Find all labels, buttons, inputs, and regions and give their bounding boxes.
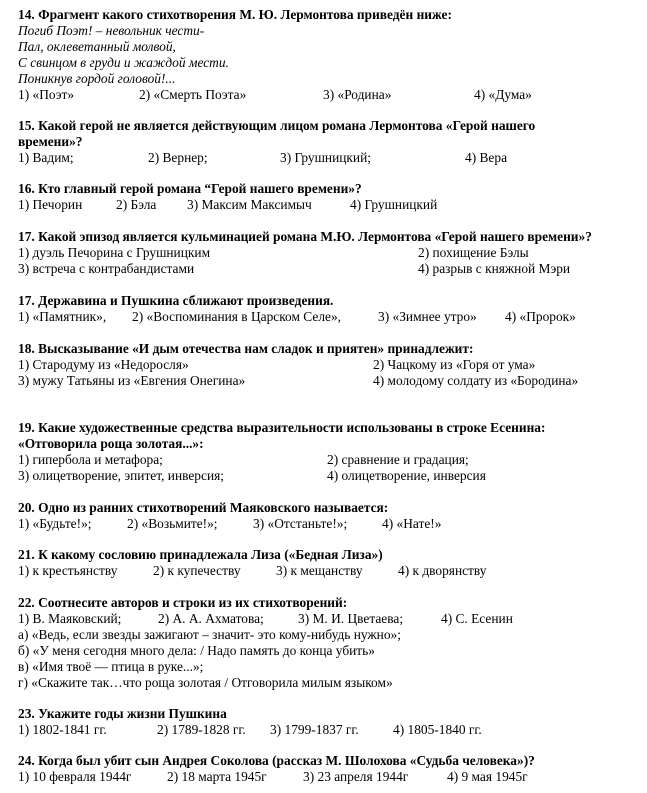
question-23-title: 23. Укажите годы жизни Пушкина bbox=[18, 706, 227, 721]
option: 1) к крестьянству bbox=[18, 563, 118, 578]
option: 3) олицетворение, эпитет, инверсия; bbox=[18, 468, 224, 483]
option: 1) 10 февраля 1944г bbox=[18, 769, 132, 784]
author-option: 3) М. И. Цветаева; bbox=[298, 611, 404, 626]
option: 2) «Возьмите!»; bbox=[127, 516, 218, 531]
option: 2) Чацкому из «Горя от ума» bbox=[373, 357, 536, 372]
option: 1) Стародуму из «Недоросля» bbox=[18, 357, 189, 372]
question-21-options bbox=[0, 563, 647, 579]
option: 1) «Будьте!»; bbox=[18, 516, 92, 531]
option: 2) Бэла bbox=[116, 197, 157, 212]
question-17a-title: 17. Какой эпизод является кульминацией романа М.Ю. Лермонтова «Герой нашего времени»? bbox=[18, 229, 592, 244]
poem-quote-a: а) «Ведь, если звезды зажигают – значит- это кому-нибудь нужно»; bbox=[18, 627, 401, 642]
option: 3) 23 апреля 1944г bbox=[303, 769, 409, 784]
option: 4) Вера bbox=[465, 150, 508, 165]
option: 3) «Зимнее утро» bbox=[378, 309, 477, 324]
question-17a-options bbox=[0, 245, 647, 277]
question-20-options bbox=[0, 516, 647, 532]
option: 4) 9 мая 1945г bbox=[447, 769, 528, 784]
option: 4) Грушницкий bbox=[350, 197, 438, 212]
option: 2) похищение Бэлы bbox=[418, 245, 529, 260]
option: 3) Максим Максимыч bbox=[187, 197, 312, 212]
question-20-title: 20. Одно из ранних стихотворений Маяковского называется: bbox=[18, 500, 389, 515]
option: 4) 1805-1840 гг. bbox=[393, 722, 482, 737]
question-21-title: 21. К какому сословию принадлежала Лиза («Бедная Лиза») bbox=[18, 547, 383, 562]
option: 4) «Дума» bbox=[474, 87, 532, 102]
poem-line-4: Поникнув гордой головой!... bbox=[18, 71, 176, 86]
option: 3) мужу Татьяны из «Евгения Онегина» bbox=[18, 373, 246, 388]
option: 2) 1789-1828 гг. bbox=[157, 722, 246, 737]
option: 4) олицетворение, инверсия bbox=[327, 468, 486, 483]
option: 1) гипербола и метафора; bbox=[18, 452, 163, 467]
question-18-title: 18. Высказывание «И дым отечества нам сладок и приятен» принадлежит: bbox=[18, 341, 474, 356]
option: 4) «Нате!» bbox=[382, 516, 442, 531]
author-option: 4) С. Есенин bbox=[441, 611, 513, 626]
author-option: 2) А. А. Ахматова; bbox=[158, 611, 264, 626]
poem-line-1: Погиб Поэт! – невольник чести- bbox=[18, 23, 205, 38]
option: 1) «Поэт» bbox=[18, 87, 75, 102]
question-22-authors bbox=[0, 611, 647, 627]
option: 3) встреча с контрабандистами bbox=[18, 261, 195, 276]
author-option: 1) В. Маяковский; bbox=[18, 611, 122, 626]
question-15-title-cont: времени»? bbox=[18, 134, 83, 149]
question-17b-title: 17. Державина и Пушкина сближают произведения. bbox=[18, 293, 334, 308]
option: 2) сравнение и градация; bbox=[327, 452, 469, 467]
question-15-title: 15. Какой герой не является действующим лицом романа Лермонтова «Герой нашего bbox=[18, 118, 536, 133]
question-19-options bbox=[0, 452, 647, 484]
option: 4) молодому солдату из «Бородина» bbox=[373, 373, 579, 388]
option: 4) разрыв с княжной Мэри bbox=[418, 261, 571, 276]
question-24-title: 24. Когда был убит сын Андрея Соколова (рассказ М. Шолохова «Судьба человека»)? bbox=[18, 753, 535, 768]
question-23-options bbox=[0, 722, 647, 738]
question-15-options bbox=[0, 150, 647, 166]
option: 3) «Родина» bbox=[323, 87, 392, 102]
poem-quote-c: в) «Имя твоё — птица в руке...»; bbox=[18, 659, 204, 674]
option: 2) «Воспоминания в Царском Селе», bbox=[132, 309, 342, 324]
question-18-options bbox=[0, 357, 647, 389]
option: 1) дуэль Печорина с Грушницким bbox=[18, 245, 211, 260]
poem-line-2: Пал, оклеветанный молвой, bbox=[18, 39, 176, 54]
option: 1) «Памятник», bbox=[18, 309, 107, 324]
question-17b-options bbox=[0, 309, 647, 325]
question-19-title-cont: «Отговорила роща золотая...»: bbox=[18, 436, 204, 451]
option: 4) «Пророк» bbox=[505, 309, 576, 324]
option: 3) 1799-1837 гг. bbox=[270, 722, 359, 737]
option: 1) Печорин bbox=[18, 197, 83, 212]
option: 1) 1802-1841 гг. bbox=[18, 722, 107, 737]
poem-quote-d: г) «Скажите так…что роща золотая / Отговорила милым языком» bbox=[18, 675, 393, 690]
question-14-options bbox=[0, 87, 647, 103]
question-16-options bbox=[0, 197, 647, 213]
option: 2) Вернер; bbox=[148, 150, 208, 165]
option: 2) «Смерть Поэта» bbox=[139, 87, 247, 102]
poem-line-3: С свинцом в груди и жаждой мести. bbox=[18, 55, 229, 70]
option: 3) Грушницкий; bbox=[280, 150, 371, 165]
question-19-title: 19. Какие художественные средства выразительности использованы в строке Есенина: bbox=[18, 420, 546, 435]
question-24-options bbox=[0, 769, 647, 785]
option: 3) «Отстаньте!»; bbox=[253, 516, 348, 531]
option: 3) к мещанству bbox=[276, 563, 363, 578]
option: 4) к дворянству bbox=[398, 563, 487, 578]
question-14-title: 14. Фрагмент какого стихотворения М. Ю. Лермонтова приведён ниже: bbox=[18, 7, 452, 22]
poem-quote-b: б) «У меня сегодня много дела: / Надо память до конца убить» bbox=[18, 643, 375, 658]
option: 1) Вадим; bbox=[18, 150, 74, 165]
option: 2) 18 марта 1945г bbox=[167, 769, 267, 784]
question-16-title: 16. Кто главный герой романа “Герой нашего времени»? bbox=[18, 181, 362, 196]
option: 2) к купечеству bbox=[153, 563, 241, 578]
question-22-title: 22. Соотнесите авторов и строки из их стихотворений: bbox=[18, 595, 348, 610]
